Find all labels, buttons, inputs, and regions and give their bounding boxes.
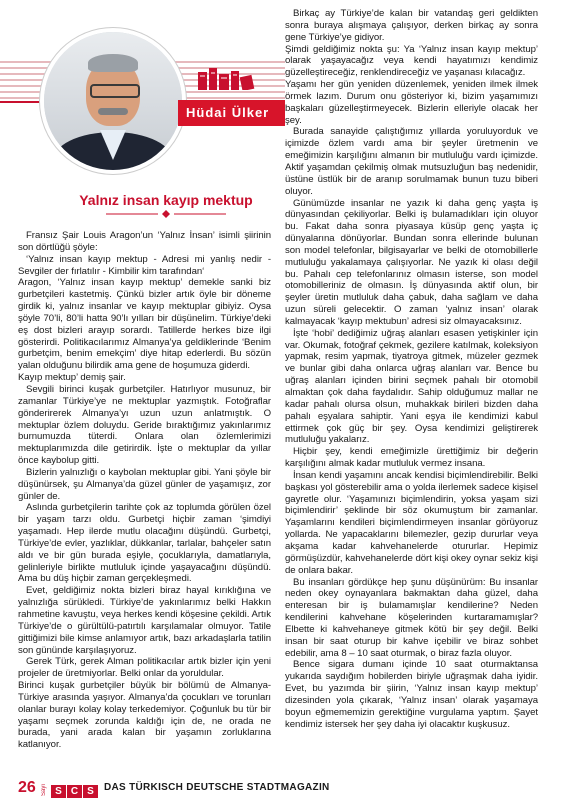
author-header xyxy=(0,28,285,168)
paragraph: Yaşamı her gün yeniden düzenlemek, yeniden ilmek ilmek örmek lazım. Durum onu gösteriyor ki, bizim yaşamımızı başkaları güzelleştirmeyecek. Bizlerin elleriyle olacak her şey. xyxy=(285,79,538,126)
paragraph: Fransız Şair Louis Aragon’un ‘Yalnız İnsan’ isimli şiirinin son dörtlüğü şöyle: xyxy=(18,230,271,253)
article-column-right xyxy=(285,8,538,730)
page-number: 26 xyxy=(18,779,36,796)
paragraph: Aslında gurbetçilerin tarihte çok az toplumda görülen özel bir yaşam tarzı oldu. Gurbetçi hiçbir zaman ‘şimdiyi yaşamadı. Hep ilerde mutlu olacağını düşündü. Gurbetçi, Türkiye’de evler, yazlıklar, dükkanlar, tarlalar, bahçeler satın aldı ve bir gün burada eşiyle, çocuklarıyla, damatlarıyla, gelinleriyle birlikte mutluluk içinde yaşayacağını düşündü. Ama bu düş hiçbir zaman gerçekleşmedi. xyxy=(18,502,271,585)
paragraph: Bence sigara dumanı içinde 10 saat oturmaktansa yukarıda saydığım hobilerden biriyle uğraşmak daha iyidir. Evet, bu yazımda bir şiirin, ‘Yalnız insan kayıp mektup’ dizesinden yola çıkarak, ‘Yalnız insan’ olarak yaşamaya boyun eğmememizin gerektiğine vurgulama yaptım. Şayet kendimiz istersek her şey daha iyi olacaktır kuşkusuz. xyxy=(285,659,538,730)
paragraph: Bizlerin yalnızlığı o kaybolan mektuplar gibi. Yani şöyle bir düşünürsek, şu Almanya’da güzel günler de yaşamışız, zor günler de. xyxy=(18,466,271,502)
paragraph: Günümüzde insanlar ne yazık ki daha genç yaşta iş dünyasından çekiliyorlar. Belki iş bulamadıkları için oluyor bu. Fakat daha sonra piyasaya küsüp genç yaşta iç dünyalarına dönüyorlar. Bundan sonra ellerinde bulunan son model telefonlar, bilgisayarlar ve belki de otomobillerle mutluluğu yakalamaya çalışıyorlar. Ne yazık ki olası değil bu. Pahalı cep telefonlarınız olmasın isterse, son model otomobilleriniz de olmasın. İş dünyasında aktif olun, bir şeyler üretin mutluluk daha çabuk, daha sağlam ve daha uzun süreli gelecektir. O zaman ‘yalnız insan’ olarak kalmayacak ‘kayıp mektubun’ adresi siz olmayacaksınız. xyxy=(285,197,538,327)
page-footer xyxy=(18,778,558,798)
paragraph: Bu insanları gördükçe hep şunu düşünürüm: Bu insanlar neden okey oynayanlara bakmaktan daha güzel, daha enteresan bir iş bulamamışlar kendilerine? Neden kendilerini kahvehane köşelerinden kurtaramamışlar? Elbette ki kahvehaneye gitmek kötü bir şey değil. Belki insan bir saat oturup bir kahve içebilir ve biraz sohbet edebilir, ama 8 – 10 saat oturmak, o biraz fazla oluyor. xyxy=(285,576,538,659)
paragraph: Aragon, ‘Yalnız insan kayıp mektup’ demekle sanki biz gurbetçileri kastetmiş. Çünkü bizler artık öyle bir döneme girdik ki, yalnız insanlar ve kayıp mektuplar gibiyiz. Oysa şöyle 70’li, 80’li hatta 90’lı yılları bir düşünelim. Türkiye’deki eş dost bizleri arayıp sorardı. Tatillerde herkes bize ilgi gösterirdi. Politikacılarımız Almanya’ya geldiklerinde ‘Benim gurbetçim, benim emekçim’ diye hitap ederlerdi. Bu sözün yalan olduğunu bilirdik ama gene de hoşumuza giderdi. xyxy=(18,277,271,372)
issue-label: Sayı xyxy=(41,784,47,797)
paragraph: İşte ‘hobi’ dediğimiz uğraş alanları esasen yetişkinler için var. Okumak, fotoğraf çekmek, gezilere katılmak, koleksiyon yapmak, resim yapmak, tiyatroya gitmek, müzeler gezmek ve bunlar gibi daha onlarca uğraş alanları var. Bence bu uğraş alanları içinden birini seçmek pahalı bir otomobil almaktan çok daha faydalıdır. Sahip olduğumuz mallar ne kadar pahalı olursa olsun, muhakkak birileri bizden daha pahalı eşyalara sahiptir. Yani eşya ile kendimizi kabul ettirmek çok güç bir şey. Oysa kendimizi geliştirerek mutluluğu yakalarız. xyxy=(285,327,538,446)
books-icon xyxy=(196,68,256,90)
logo-letter: C xyxy=(67,785,82,798)
magazine-name: DAS TÜRKISCH DEUTSCHE STADTMAGAZIN xyxy=(104,782,330,793)
paragraph: Kayıp mektup’ demiş şair. xyxy=(18,372,126,384)
logo-letter: S xyxy=(51,785,66,798)
logo-letter: S xyxy=(83,785,98,798)
paragraph: Hiçbir şey, kendi emeğimizle ürettiğimiz bir değerin karşılığını almak kadar mutluluk vermez insana. xyxy=(285,446,538,470)
paragraph: Birkaç ay Türkiye’de kalan bir vatandaş geri geldikten sonra buraya alışmaya çalışıyor, derken birkaç ay sonra gene Türkiye’ye gidiyor. xyxy=(285,8,538,43)
author-name: Hüdai Ülker xyxy=(186,105,270,120)
paragraph: Burada sanayide çalıştığımız yıllarda yoruluyorduk ve içimizde özlem vardı ama bir şeyler üretmenin ve emeğimizin karşılığını almanın bir mutluluğu vardı içimizde. Aktif yaşamdan çekilmiş olmak mutsuzluğun baş nedenidir, üstüne üstlük bir de aranıp sorulmamak bunun tuzu biberi oluyor. xyxy=(285,126,538,197)
paragraph: İnsan kendi yaşamını ancak kendisi biçimlendirebilir. Belki başkası yol gösterebilir ama o yolda ilerlemek sadece kişisel gayretle olur. ‘Yaşamınızı biçimlendirin, yoksa yaşam sizi biçimlendirir’ şeklinde bir söz okumuştum bir zamanlar. Yaşamlarını kendileri biçimlendirmeyen insanlar görüyoruz yollarda. Ne yapacaklarını bilemezler, gezip dururlar veya akşama kadar kahvehanelerde otururlar. Hepimiz görmüşüzdür, kahvehanelerde dört kişi okey oynar sekiz kişi de onlara bakar. xyxy=(285,469,538,576)
poem-quote: ‘Yalnız insan kayıp mektup - Adresi mi yanlış nedir - Sevgiler der fırlatılır - Kimbilir kim tarafından‘ xyxy=(18,253,271,277)
paragraph: Evet, geldiğimiz nokta bizleri biraz hayal kırıklığına ve yalnızlığa sürükledi. Türkiye’de yakınlarımız belki Hakkın rahmetine kavuştu, veya herkes kendi köşesine çekildi. Artık Türkiye’de o gürültülü-patırtılı karşılamalar olmuyor. Tatile gittiğimizi bile kimse anlamıyor artık, bazı arkadaşlarla tatilin son gününde karşılaşıyoruz. xyxy=(18,585,271,656)
paragraph: Sevgili birinci kuşak gurbetçiler. Hatırlıyor musunuz, bir zamanlar Türkiye’ye ne mektuplar yazmıştık. Fotoğraflar gönderirerek Almanya’yı uzun uzun anlatmıştık. O mektuplar özlem doluydu. Geride bıraktığımız yakınlarımız burnumuzda tüterdi. Onlara olan özlemlerimizi mektuplarımızda dile getirirdik. İşte o mektuplar da yıllar önce kaybolup gitti. xyxy=(18,383,271,467)
author-photo xyxy=(40,28,186,174)
paragraph: Birinci kuşak gurbetçiler büyük bir bölümü de Almanya-Türkiye arasında yaşıyor. Almanya’da çocukları ve torunları olanlar burayı kolay kolay terkedemiyor. Çoğunluk bu tür bir yaşamı seçmek zorunda kaldığı için de, ne orada ne burada, yani arada kalan bir yaşamın zorluklarına katlanıyor. xyxy=(18,680,271,751)
title-ornament xyxy=(66,209,266,219)
article-title: Yalnız insan kayıp mektup xyxy=(79,192,253,208)
paragraph: Gerek Türk, gerek Alman politikacılar artık bizler için yeni projeler de üretmiyorlar. Belki onlar da yoruldular. xyxy=(18,656,271,680)
magazine-logo xyxy=(51,781,99,797)
article-column-left xyxy=(18,230,271,751)
paragraph: Şimdi geldiğimiz nokta şu: Ya ‘Yalnız insan kayıp mektup’ olarak yaşayacağız veya kendi hayatımızı kendimiz güzelleştireceğiz, renklendireceğiz ve yaşanası kılacağız. xyxy=(285,43,538,79)
